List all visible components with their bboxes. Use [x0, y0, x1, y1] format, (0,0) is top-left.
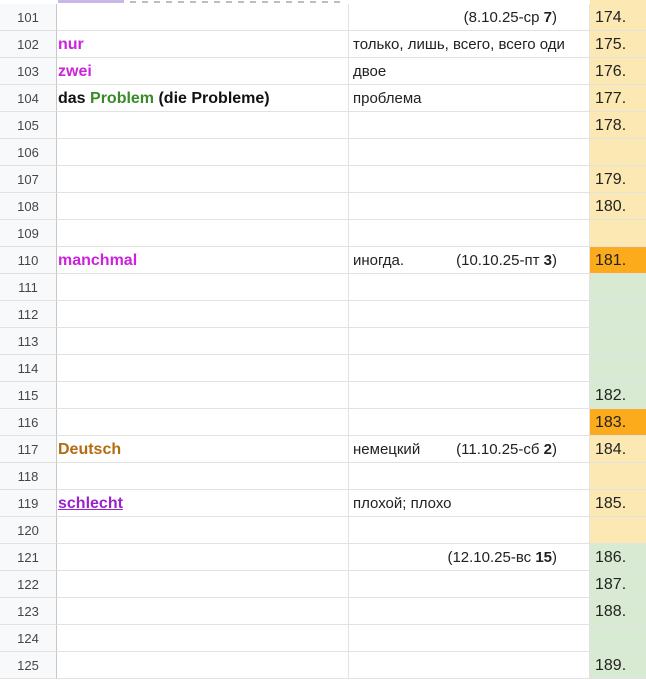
cell-german-word[interactable] [57, 652, 349, 679]
translation-text: проблема [353, 90, 422, 107]
cell-translation[interactable] [349, 274, 590, 301]
cell-german-word[interactable] [57, 220, 349, 247]
cell-translation[interactable] [349, 58, 590, 85]
date-note [456, 247, 557, 274]
table-row [0, 463, 646, 490]
row-number[interactable]: 118 [0, 463, 57, 490]
date-note-segment: ) [552, 9, 557, 26]
row-number[interactable]: 120 [0, 517, 57, 544]
cell-german-word[interactable] [57, 112, 349, 139]
table-row [0, 58, 646, 85]
row-number[interactable]: 110 [0, 247, 57, 274]
row-number[interactable]: 116 [0, 409, 57, 436]
cell-counter[interactable]: 174. [590, 4, 646, 31]
cell-translation[interactable] [349, 193, 590, 220]
cell-translation[interactable] [349, 31, 590, 58]
row-number[interactable]: 102 [0, 31, 57, 58]
table-row [0, 247, 646, 274]
date-note-segment: (8.10.25-ср [463, 9, 544, 26]
cell-german-word[interactable] [57, 85, 349, 112]
table-row [0, 220, 646, 247]
cell-german-word[interactable] [57, 625, 349, 652]
table-row [0, 139, 646, 166]
table-row [0, 85, 646, 112]
cell-translation[interactable] [349, 328, 590, 355]
cell-german-word[interactable] [57, 463, 349, 490]
cell-translation[interactable] [349, 517, 590, 544]
table-row [0, 571, 646, 598]
row-number[interactable]: 122 [0, 571, 57, 598]
cell-counter[interactable]: 177. [590, 85, 646, 112]
cell-translation[interactable] [349, 490, 590, 517]
cell-counter[interactable] [590, 220, 646, 247]
date-note [456, 436, 557, 463]
cell-german-word[interactable] [57, 355, 349, 382]
table-row [0, 544, 646, 571]
date-note-segment: (12.10.25-вс [447, 549, 536, 566]
cell-german-word[interactable] [57, 382, 349, 409]
table-row [0, 436, 646, 463]
row-number[interactable]: 105 [0, 112, 57, 139]
row-number[interactable]: 115 [0, 382, 57, 409]
row-number[interactable]: 113 [0, 328, 57, 355]
cell-counter[interactable]: 181. [590, 247, 646, 274]
date-note-segment: ) [552, 252, 557, 269]
row-number[interactable]: 125 [0, 652, 57, 679]
cell-german-word[interactable] [57, 571, 349, 598]
cell-counter[interactable]: 176. [590, 58, 646, 85]
cell-german-word[interactable] [57, 409, 349, 436]
row-number[interactable]: 109 [0, 220, 57, 247]
row-number[interactable]: 107 [0, 166, 57, 193]
date-note-segment: ) [552, 441, 557, 458]
date-note-segment: 7 [543, 9, 552, 26]
row-number[interactable]: 119 [0, 490, 57, 517]
cell-counter[interactable]: 180. [590, 193, 646, 220]
cell-german-word[interactable] [57, 247, 349, 274]
row-number[interactable]: 108 [0, 193, 57, 220]
date-note-segment: (11.10.25-сб [456, 441, 544, 458]
table-row [0, 625, 646, 652]
cell-translation[interactable] [349, 220, 590, 247]
row-number[interactable]: 112 [0, 301, 57, 328]
date-note-segment: 2 [543, 441, 552, 458]
cell-translation[interactable] [349, 85, 590, 112]
cell-counter[interactable] [590, 625, 646, 652]
cell-translation[interactable] [349, 139, 590, 166]
cell-counter[interactable]: 182. [590, 382, 646, 409]
cell-german-word[interactable] [57, 328, 349, 355]
cell-german-word[interactable] [57, 490, 349, 517]
cell-translation[interactable] [349, 4, 590, 31]
date-note-segment: 15 [535, 549, 552, 566]
cell-counter[interactable] [590, 301, 646, 328]
table-row [0, 274, 646, 301]
cell-counter[interactable]: 186. [590, 544, 646, 571]
row-number[interactable]: 121 [0, 544, 57, 571]
row-number[interactable]: 103 [0, 58, 57, 85]
cell-german-word[interactable] [57, 31, 349, 58]
table-row [0, 490, 646, 517]
word-segment: Problem [90, 90, 155, 107]
cell-counter[interactable]: 188. [590, 598, 646, 625]
cell-translation[interactable] [349, 247, 590, 274]
translation-text: только, лишь, всего, всего оди [353, 36, 565, 53]
cell-german-word[interactable] [57, 544, 349, 571]
cell-counter[interactable]: 184. [590, 436, 646, 463]
cell-german-word[interactable] [57, 598, 349, 625]
table-row [0, 328, 646, 355]
table-row [0, 409, 646, 436]
cell-counter[interactable] [590, 328, 646, 355]
cell-counter[interactable] [590, 139, 646, 166]
table-row [0, 517, 646, 544]
row-number[interactable]: 106 [0, 139, 57, 166]
cell-counter[interactable]: 175. [590, 31, 646, 58]
table-row [0, 193, 646, 220]
row-number[interactable]: 124 [0, 625, 57, 652]
table-row [0, 355, 646, 382]
cell-translation[interactable] [349, 112, 590, 139]
row-number[interactable]: 101 [0, 4, 57, 31]
date-note-segment: 3 [543, 252, 552, 269]
row-number[interactable]: 104 [0, 85, 57, 112]
cell-german-word[interactable] [57, 139, 349, 166]
table-row [0, 4, 646, 31]
row-number[interactable]: 111 [0, 274, 57, 301]
word-segment: das [58, 90, 91, 107]
date-note-segment: ) [552, 549, 557, 566]
date-note [447, 544, 557, 571]
date-note [464, 4, 557, 31]
cell-german-word[interactable] [57, 4, 349, 31]
cell-translation[interactable] [349, 355, 590, 382]
table-row [0, 301, 646, 328]
translation-text: двое [353, 63, 387, 80]
cell-translation[interactable] [349, 436, 590, 463]
cell-german-word[interactable] [57, 517, 349, 544]
cell-german-word[interactable] [57, 301, 349, 328]
cell-german-word[interactable] [57, 436, 349, 463]
cell-counter[interactable]: 183. [590, 409, 646, 436]
cell-translation[interactable] [349, 598, 590, 625]
word-segment: Deutsch [58, 441, 122, 458]
cell-translation[interactable] [349, 544, 590, 571]
row-number[interactable]: 114 [0, 355, 57, 382]
cell-german-word[interactable] [57, 166, 349, 193]
translation-text: немецкий [353, 441, 421, 458]
partial-cell-highlight [58, 0, 124, 3]
row-number[interactable]: 123 [0, 598, 57, 625]
table-row [0, 382, 646, 409]
cell-translation[interactable] [349, 301, 590, 328]
word-segment: nur [58, 36, 84, 53]
word-segment: manchmal [58, 252, 138, 269]
cell-translation[interactable] [349, 652, 590, 679]
word-segment: zwei [58, 63, 92, 80]
partial-cell-text [130, 1, 340, 3]
table-row [0, 598, 646, 625]
cell-translation[interactable] [349, 382, 590, 409]
cell-counter[interactable]: 189. [590, 652, 646, 679]
cell-translation[interactable] [349, 463, 590, 490]
cell-translation[interactable] [349, 409, 590, 436]
cell-counter[interactable]: 178. [590, 112, 646, 139]
cell-translation[interactable] [349, 571, 590, 598]
word-segment: schlecht [58, 495, 123, 512]
table-row [0, 31, 646, 58]
cell-german-word[interactable] [57, 193, 349, 220]
cell-counter[interactable] [590, 463, 646, 490]
cell-translation[interactable] [349, 625, 590, 652]
translation-text: плохой; плохо [353, 495, 452, 512]
cell-counter[interactable]: 185. [590, 490, 646, 517]
cell-counter[interactable]: 187. [590, 571, 646, 598]
cell-counter[interactable] [590, 274, 646, 301]
cell-german-word[interactable] [57, 58, 349, 85]
table-row [0, 112, 646, 139]
table-row [0, 166, 646, 193]
cell-counter[interactable] [590, 517, 646, 544]
cell-counter[interactable] [590, 355, 646, 382]
cell-counter[interactable]: 179. [590, 166, 646, 193]
cell-german-word[interactable] [57, 274, 349, 301]
date-note-segment: (10.10.25-пт [456, 252, 544, 269]
cell-translation[interactable] [349, 166, 590, 193]
word-segment: (die Probleme) [154, 90, 270, 107]
table-row [0, 652, 646, 679]
row-number[interactable]: 117 [0, 436, 57, 463]
translation-text: иногда. [353, 252, 405, 269]
